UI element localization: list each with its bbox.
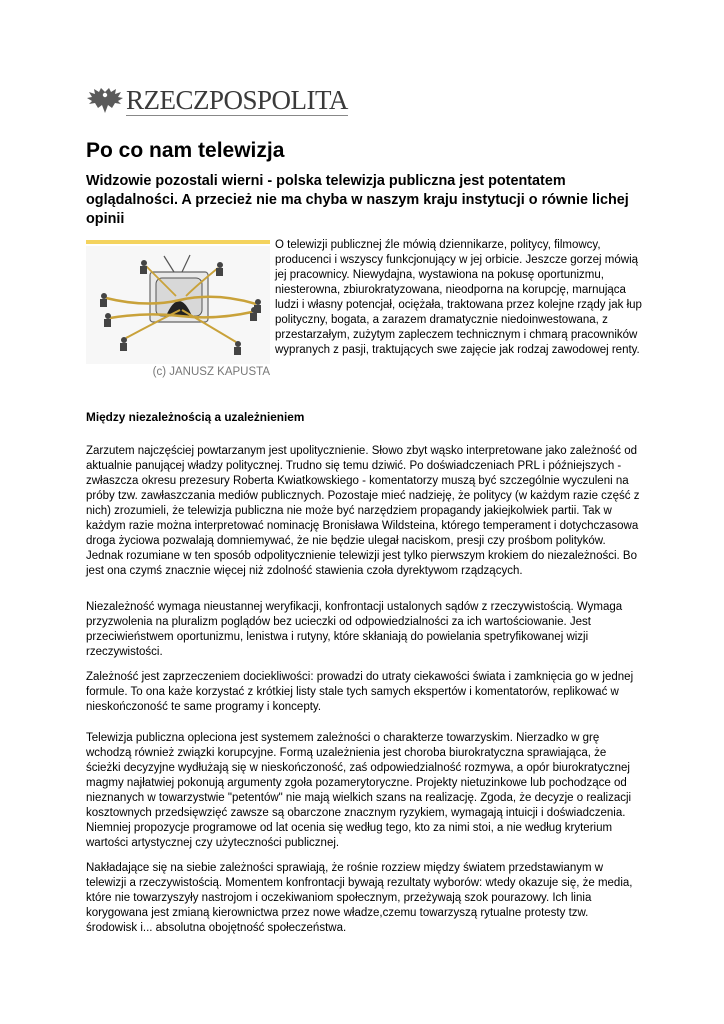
figure-accent-bar xyxy=(86,240,270,244)
article-title: Po co nam telewizja xyxy=(86,139,285,162)
body-paragraph-4: Telewizja publiczna opleciona jest systemem zależności o charakterze towarzyskim. Nierzadko w grę wchodzą również związki korupcyjne. Formą uzależnienia jest choroba biurokratyczna sprawiająca, że ścieżki decyzyjne wydłużają się w nieskończoność, zaś odpowiedzialność rozmywa, a opór biurokratycznej magmy najłatwiej pokonują argumenty zgoła pozamerytoryczne. Projekty nietuzinkowe lub pochodzące od nieznanych w towarzystwie "petentów" nie mają wielkich szans na realizację. Zgoda, że decyzje o realizacji kosztownych przedsięwzięć zawsze są obarczone znacznym ryzykiem, wymagają intuicji i doświadczenia. Niemniej propozycje programowe od lat ocenia się według tego, kto za nimi stoi, a nie według kryterium wartości artystycznej czy użyteczności publicznej. xyxy=(86,732,632,849)
body-paragraph-5: Nakładające się na siebie zależności sprawiają, że rośnie rozziew między światem przedstawianym w telewizji a rzeczywistością. Momentem konfrontacji bywają rezultaty wyborów: wtedy okazuje się, że media, które nie towarzyszyły nastrojom i oczekiwaniom społecznym, przeżywają szok pourazowy. Ich linia korygowana jest zmianą kierownictwa przez nowe władze,czemu towarzyszą rytualne protesty tzw. środowisk i... absolutna obojętność społeczeństwa. xyxy=(86,862,633,934)
masthead-name: RZECZPOSPOLITA xyxy=(126,84,348,115)
image-caption: (c) JANUSZ KAPUSTA xyxy=(152,366,270,378)
tv-illustration xyxy=(86,246,270,364)
masthead-logo xyxy=(86,84,348,118)
section-heading: Między niezależnością a uzależnieniem xyxy=(86,410,305,424)
body-paragraph-1: Zarzutem najczęściej powtarzanym jest upolitycznienie. Słowo zbyt wąsko interpretowane jako zależność od aktualnie panującej władzy politycznej. Trudno się temu dziwić. Po doświadczeniach PRL i późniejszych - zwłaszcza okresu prezesury Roberta Kwiatkowskiego - komentatorzy muszą być szczególnie wyczuleni na próby tzw. zawłaszczania mediów publicznych. Pozostaje mieć nadzieję, że politycy (w każdym razie część z nich) zrozumieli, że telewizja publiczna nie może być narzędziem propagandy jakiejkolwiek partii. Tak w każdym razie można interpretować nominację Bronisława Wildsteina, którego temperament i dotychczasowa droga życiowa pozwalają domniemywać, że nie będzie ulegał naciskom, presji czy prośbom polityków. Jednak rozumiane w ten sposób odpolitycznienie telewizji jest tylko pierwszym krokiem do niezależności. Bo jest ona czymś znacznie więcej niż zdolność stawienia czoła dyrektywom rządzących. xyxy=(86,445,640,577)
lead-paragraph: O telewizji publicznej źle mówią dziennikarze, politycy, filmowcy, producenci i wszyscy funkcjonujący w jej orbicie. Jeszcze gorzej mówią jej pracownicy. Niewydajna, wystawiona na pokusę oportunizmu, niesterowna, zbiurokratyzowana, nieodporna na korupcję, marnująca ludzi i własny potencjał, ociężała, traktowana przez kolejne rządy jak łup polityczny, bogata, a zarazem dramatycznie niedoinwestowana, z przestarzałym, zużytym zapleczem technicznym i chmarą pracowników wypranych z pasji, traktujących swe zajęcie jak rodzaj zawodowej renty. xyxy=(275,239,642,356)
eagle-emblem-icon xyxy=(86,86,124,116)
article-figure xyxy=(86,240,270,379)
article-subtitle: Widzowie pozostali wierni - polska telewizja publiczna jest potentatem oglądalności. A przecież nie ma chyba w naszym kraju instytucji o równie lichej opinii xyxy=(86,173,629,227)
body-paragraph-2: Niezależność wymaga nieustannej weryfikacji, konfrontacji ustalonych sądów z rzeczywistością. Wymaga przyzwolenia na pluralizm poglądów bez ucieczki od odpowiedzialności za ich wartościowanie. Jest przeciwieństwem oportunizmu, lenistwa i rutyny, które skłaniają do powielania spetryfikowanej wizji rzeczywistości. xyxy=(86,601,623,658)
body-paragraph-3: Zależność jest zaprzeczeniem dociekliwości: prowadzi do utraty ciekawości świata i zamknięcia go w jednej formule. To ona każe korzystać z krótkiej listy stale tych samych ekspertów i komentatorów, replikować w nieskończoność te same programy i koncepty. xyxy=(86,671,634,713)
